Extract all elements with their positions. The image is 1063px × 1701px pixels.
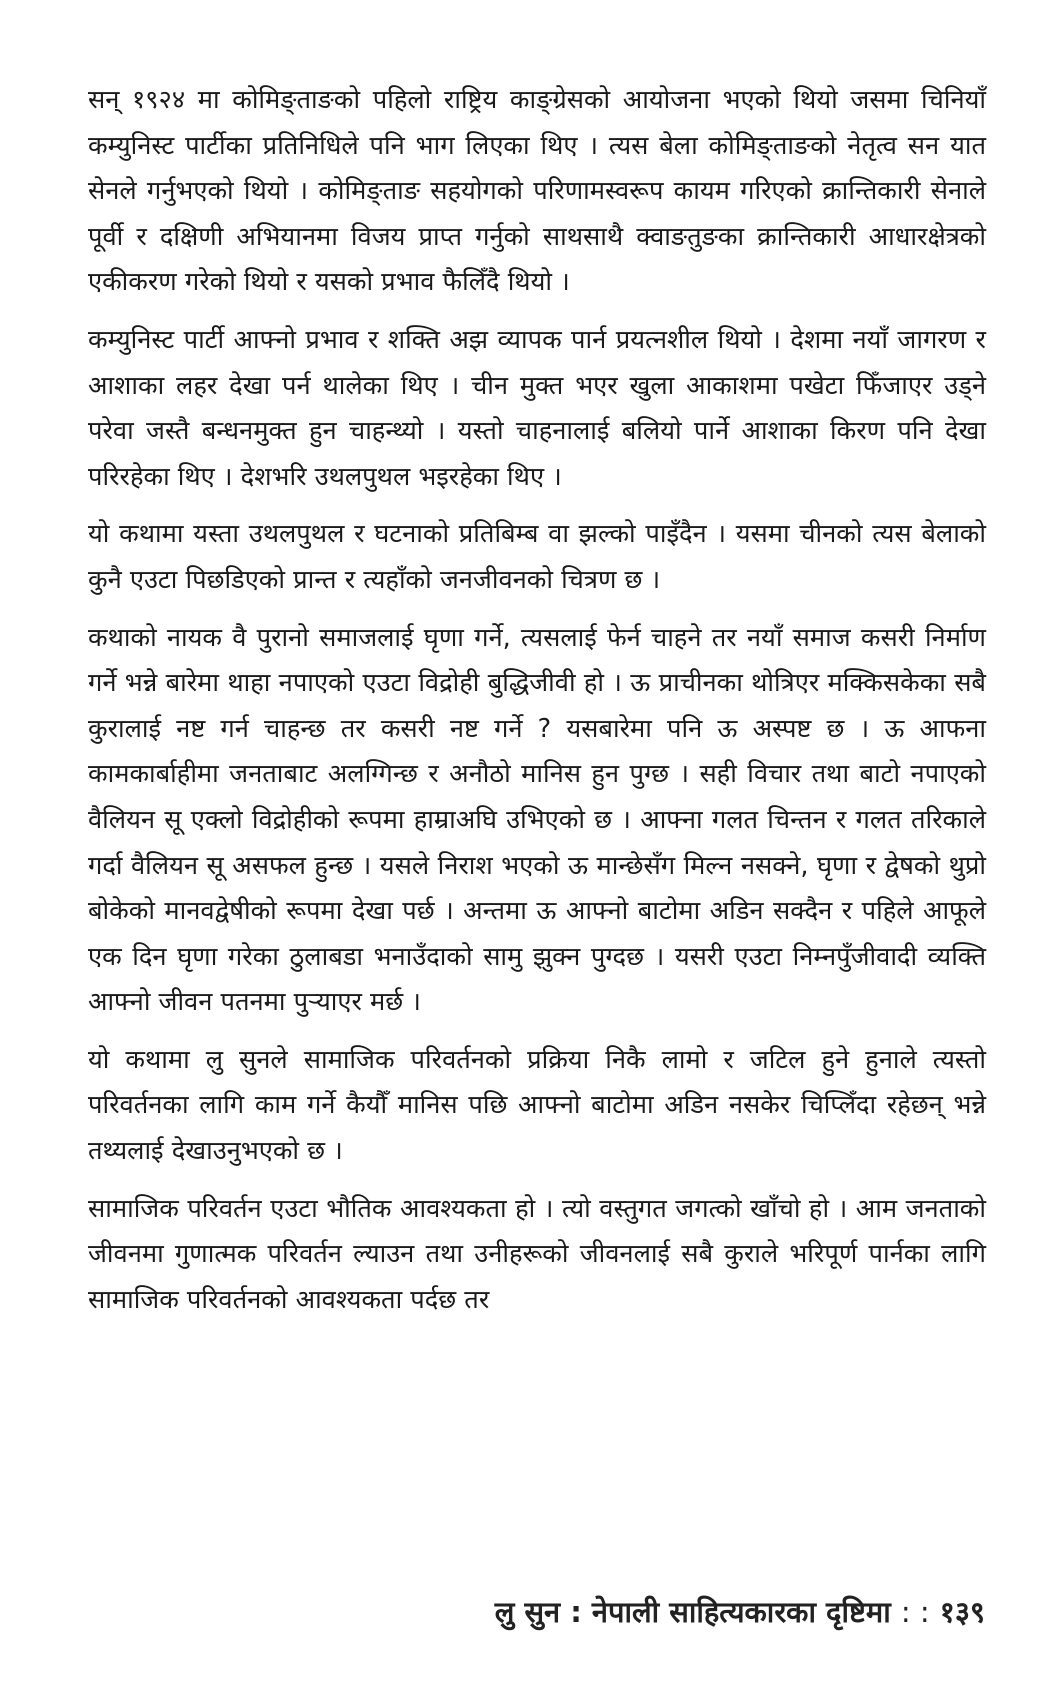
paragraph-5: यो कथामा लु सुनले सामाजिक परिवर्तनको प्रक्रिया निकै लामो र जटिल हुने हुनाले त्यस्तो परिवर्तनका लागि काम गर्ने कैयौँ मानिस पछि आफ्नो बाटोमा अडिन नसकेर चिप्लिँदा रहेछन् भन्ने तथ्यलाई देखाउनुभएको छ । — [88, 1044, 986, 1167]
page-footer — [495, 1592, 985, 1631]
paragraph-2: कम्युनिस्ट पार्टी आफ्नो प्रभाव र शक्ति अझ व्यापक पार्न प्रयत्नशील थियो । देशमा नयाँ जागरण र आशाका लहर देखा पर्न थालेका थिए । चीन मुक्त भएर खुला आकाशमा पखेटा फिँजाएर उड्ने परेवा जस्तै बन्धनमुक्त हुन चाहन्थ्यो । यस्तो चाहनालाई बलियो पार्ने आशाका किरण पनि देखा परिरहेका थिए । देशभरि उथलपुथल भइरहेका थिए । — [88, 324, 986, 492]
paragraph-6: सामाजिक परिवर्तन एउटा भौतिक आवश्यकता हो । त्यो वस्तुगत जगत्को खाँचो हो । आम जनताको जीवनमा गुणात्मक परिवर्तन ल्याउन तथा उनीहरूको जीवनलाई सबै कुराले भरिपूर्ण पार्नका लागि सामाजिक परिवर्तनको आवश्यकता पर्दछ तर — [88, 1193, 986, 1315]
page-number: १३९ — [939, 1595, 985, 1629]
paragraph-3: यो कथामा यस्ता उथलपुथल र घटनाको प्रतिबिम्ब वा झल्को पाइँदैन । यसमा चीनको त्यस बेलाको कुनै एउटा पिछडिएको प्रान्त र त्यहाँको जनजीवनको चित्रण छ । — [88, 519, 986, 595]
page-body — [88, 78, 986, 1335]
running-title: लु सुन : नेपाली साहित्यकारका दृष्टिमा — [494, 1595, 891, 1629]
paragraph-4: कथाको नायक वै पुरानो समाजलाई घृणा गर्ने, त्यसलाई फेर्न चाहने तर नयाँ समाज कसरी निर्माण गर्ने भन्ने बारेमा थाहा नपाएको एउटा विद्रोही बुद्धिजीवी हो । ऊ प्राचीनका थोत्रिएर मक्किसकेका सबै कुरालाई नष्ट गर्न चाहन्छ तर कसरी नष्ट गर्ने ? यसबारेमा पनि ऊ अस्पष्ट छ । ऊ आफना कामकार्बाहीमा जनताबाट अलग्गिन्छ र अनौठो मानिस हुन पुग्छ । सही विचार तथा बाटो नपाएको वैलियन सू एक्लो विद्रोहीको रूपमा हाम्राअघि उभिएको छ । आफ्ना गलत चिन्तन र गलत तरिकाले गर्दा वैलियन सू असफल हुन्छ । यसले निराश भएको ऊ मान्छेसँग मिल्न नसक्ने, घृणा र द्वेषको थुप्रो बोकेको मानवद्वेषीको रूपमा देखा पर्छ । अन्तमा ऊ आफ्नो बाटोमा अडिन सक्दैन र पहिले आफूले एक दिन घृणा गरेका ठुलाबडा भनाउँदाको सामु झुक्न पुग्दछ । यसरी एउटा निम्नपुँजीवादी व्यक्ति आफ्नो जीवन पतनमा पुऱ्याएर मर्छ । — [88, 622, 986, 1018]
paragraph-1: सन् १९२४ मा कोमिङ्ताङको पहिलो राष्ट्रिय काङ्ग्रेसको आयोजना भएको थियो जसमा चिनियाँ कम्युनिस्ट पार्टीका प्रतिनिधिले पनि भाग लिएका थिए । त्यस बेला कोमिङ्ताङको नेतृत्व सन यात सेनले गर्नुभएको थियो । कोमिङ्ताङ सहयोगको परिणामस्वरूप कायम गरिएको क्रान्तिकारी सेनाले पूर्वी र दक्षिणी अभियानमा विजय प्राप्त गर्नुको साथसाथै क्वाङतुङका क्रान्तिकारी आधारक्षेत्रको एकीकरण गरेको थियो र यसको प्रभाव फैलिँदै थियो । — [88, 85, 986, 298]
footer-separator: : : — [900, 1595, 930, 1629]
